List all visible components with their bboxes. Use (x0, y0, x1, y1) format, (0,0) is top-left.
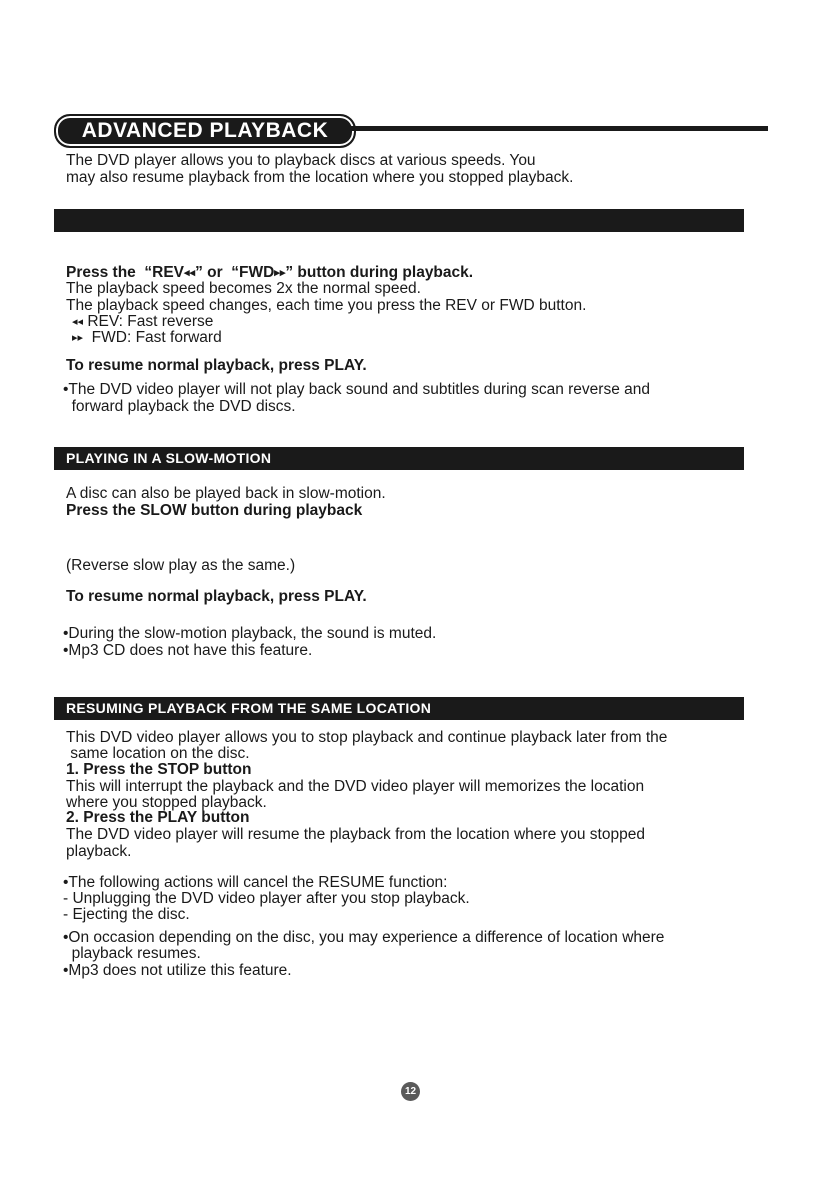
resume-intro-2: same location on the disc. (66, 745, 250, 762)
resume-note-2: playback resumes. (63, 945, 201, 962)
scan-instruction-post: ” button during playback. (285, 264, 474, 281)
scan-section-bar (54, 209, 744, 232)
step2-title: 2. Press the PLAY button (66, 809, 250, 826)
scan-instruction-pre: Press the “REV (66, 264, 185, 281)
slow-intro: A disc can also be played back in slow-motion. (66, 485, 386, 502)
scan-line-2: The playback speed changes, each time you press the REV or FWD button. (66, 297, 587, 314)
page-title: ADVANCED PLAYBACK (54, 114, 356, 148)
slow-section-bar: PLAYING IN A SLOW-MOTION (54, 447, 744, 470)
scan-instruction-mid: ” or “FWD (195, 264, 275, 281)
cancel-item-2: - Ejecting the disc. (63, 906, 190, 923)
fwd-item (72, 330, 222, 347)
step1-title: 1. Press the STOP button (66, 761, 252, 778)
scan-note-1: •The DVD video player will not play back sound and subtitles during scan reverse and (63, 381, 650, 398)
step1-text-2: where you stopped playback. (66, 794, 267, 811)
resume-section-bar: RESUMING PLAYBACK FROM THE SAME LOCATION (54, 697, 744, 720)
intro-line-1: The DVD player allows you to playback discs at various speeds. You (66, 152, 536, 169)
rev-icon: ◂◂ (72, 316, 84, 328)
intro-line-2: may also resume playback from the location where you stopped playback. (66, 169, 574, 186)
cancel-item-1: - Unplugging the DVD video player after you stop playback. (63, 890, 470, 907)
slow-resume: To resume normal playback, press PLAY. (66, 588, 367, 605)
rev-label: REV: Fast reverse (87, 313, 214, 330)
slow-instruction: Press the SLOW button during playback (66, 502, 363, 519)
slow-reverse-note: (Reverse slow play as the same.) (66, 557, 296, 574)
page-number: 12 (401, 1082, 420, 1101)
fwd-label: FWD: Fast forward (91, 329, 222, 346)
resume-note-3: •Mp3 does not utilize this feature. (63, 962, 292, 979)
fwd-icon: ▸▸ (72, 332, 84, 344)
slow-note-1: •During the slow-motion playback, the sound is muted. (63, 625, 437, 642)
scan-line-1: The playback speed becomes 2x the normal speed. (66, 280, 421, 297)
fwd-icon: ▸▸ (274, 267, 286, 279)
step2-text-2: playback. (66, 843, 132, 860)
resume-note-1: •On occasion depending on the disc, you may experience a difference of location where (63, 929, 665, 946)
title-rule (350, 126, 768, 131)
scan-resume: To resume normal playback, press PLAY. (66, 357, 367, 374)
resume-intro-1: This DVD video player allows you to stop playback and continue playback later from the (66, 729, 668, 746)
step1-text-1: This will interrupt the playback and the DVD video player will memorizes the location (66, 778, 645, 795)
slow-note-2: •Mp3 CD does not have this feature. (63, 642, 313, 659)
scan-note-2: forward playback the DVD discs. (63, 398, 296, 415)
step2-text-1: The DVD video player will resume the playback from the location where you stopped (66, 826, 645, 843)
rev-icon: ◂◂ (184, 267, 196, 279)
cancel-note: •The following actions will cancel the RESUME function: (63, 874, 448, 891)
